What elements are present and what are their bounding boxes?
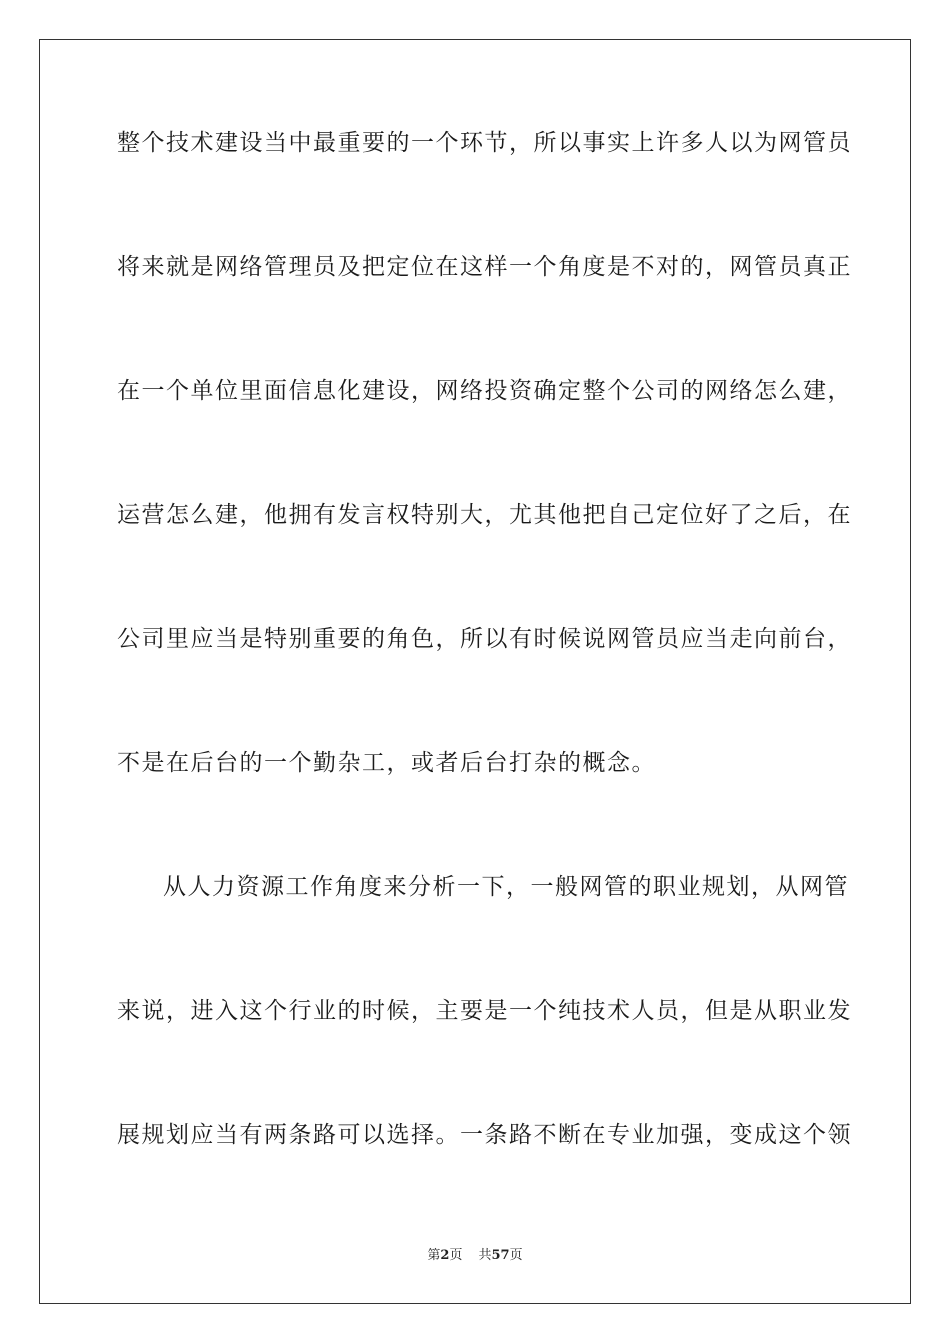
text-line: 将来就是网络管理员及把定位在这样一个角度是不对的，网管员真正 xyxy=(117,254,852,280)
page-number-suffix: 页 xyxy=(449,1248,463,1263)
page-number: 2 xyxy=(440,1248,450,1263)
total-pages-prefix: 共 xyxy=(478,1248,492,1263)
total-pages-suffix: 页 xyxy=(509,1248,523,1263)
text-line: 展规划应当有两条路可以选择。一条路不断在专业加强，变成这个领 xyxy=(117,1122,852,1148)
text-line: 来说，进入这个行业的时候，主要是一个纯技术人员，但是从职业发 xyxy=(117,998,852,1024)
text-line: 不是在后台的一个勤杂工，或者后台打杂的概念。 xyxy=(117,750,656,776)
total-pages: 57 xyxy=(491,1248,510,1263)
paragraph-first-line: 从人力资源工作角度来分析一下，一般网管的职业规划，从网管 xyxy=(163,874,849,900)
page-footer xyxy=(0,1247,950,1265)
text-line: 公司里应当是特别重要的角色，所以有时候说网管员应当走向前台， xyxy=(117,626,852,652)
text-line: 在一个单位里面信息化建设，网络投资确定整个公司的网络怎么建， xyxy=(117,378,852,404)
page-number-prefix: 第 xyxy=(427,1248,441,1263)
text-line: 运营怎么建，他拥有发言权特别大，尤其他把自己定位好了之后，在 xyxy=(117,502,852,528)
text-line: 整个技术建设当中最重要的一个环节，所以事实上许多人以为网管员 xyxy=(117,130,852,156)
document-body xyxy=(117,128,852,1244)
